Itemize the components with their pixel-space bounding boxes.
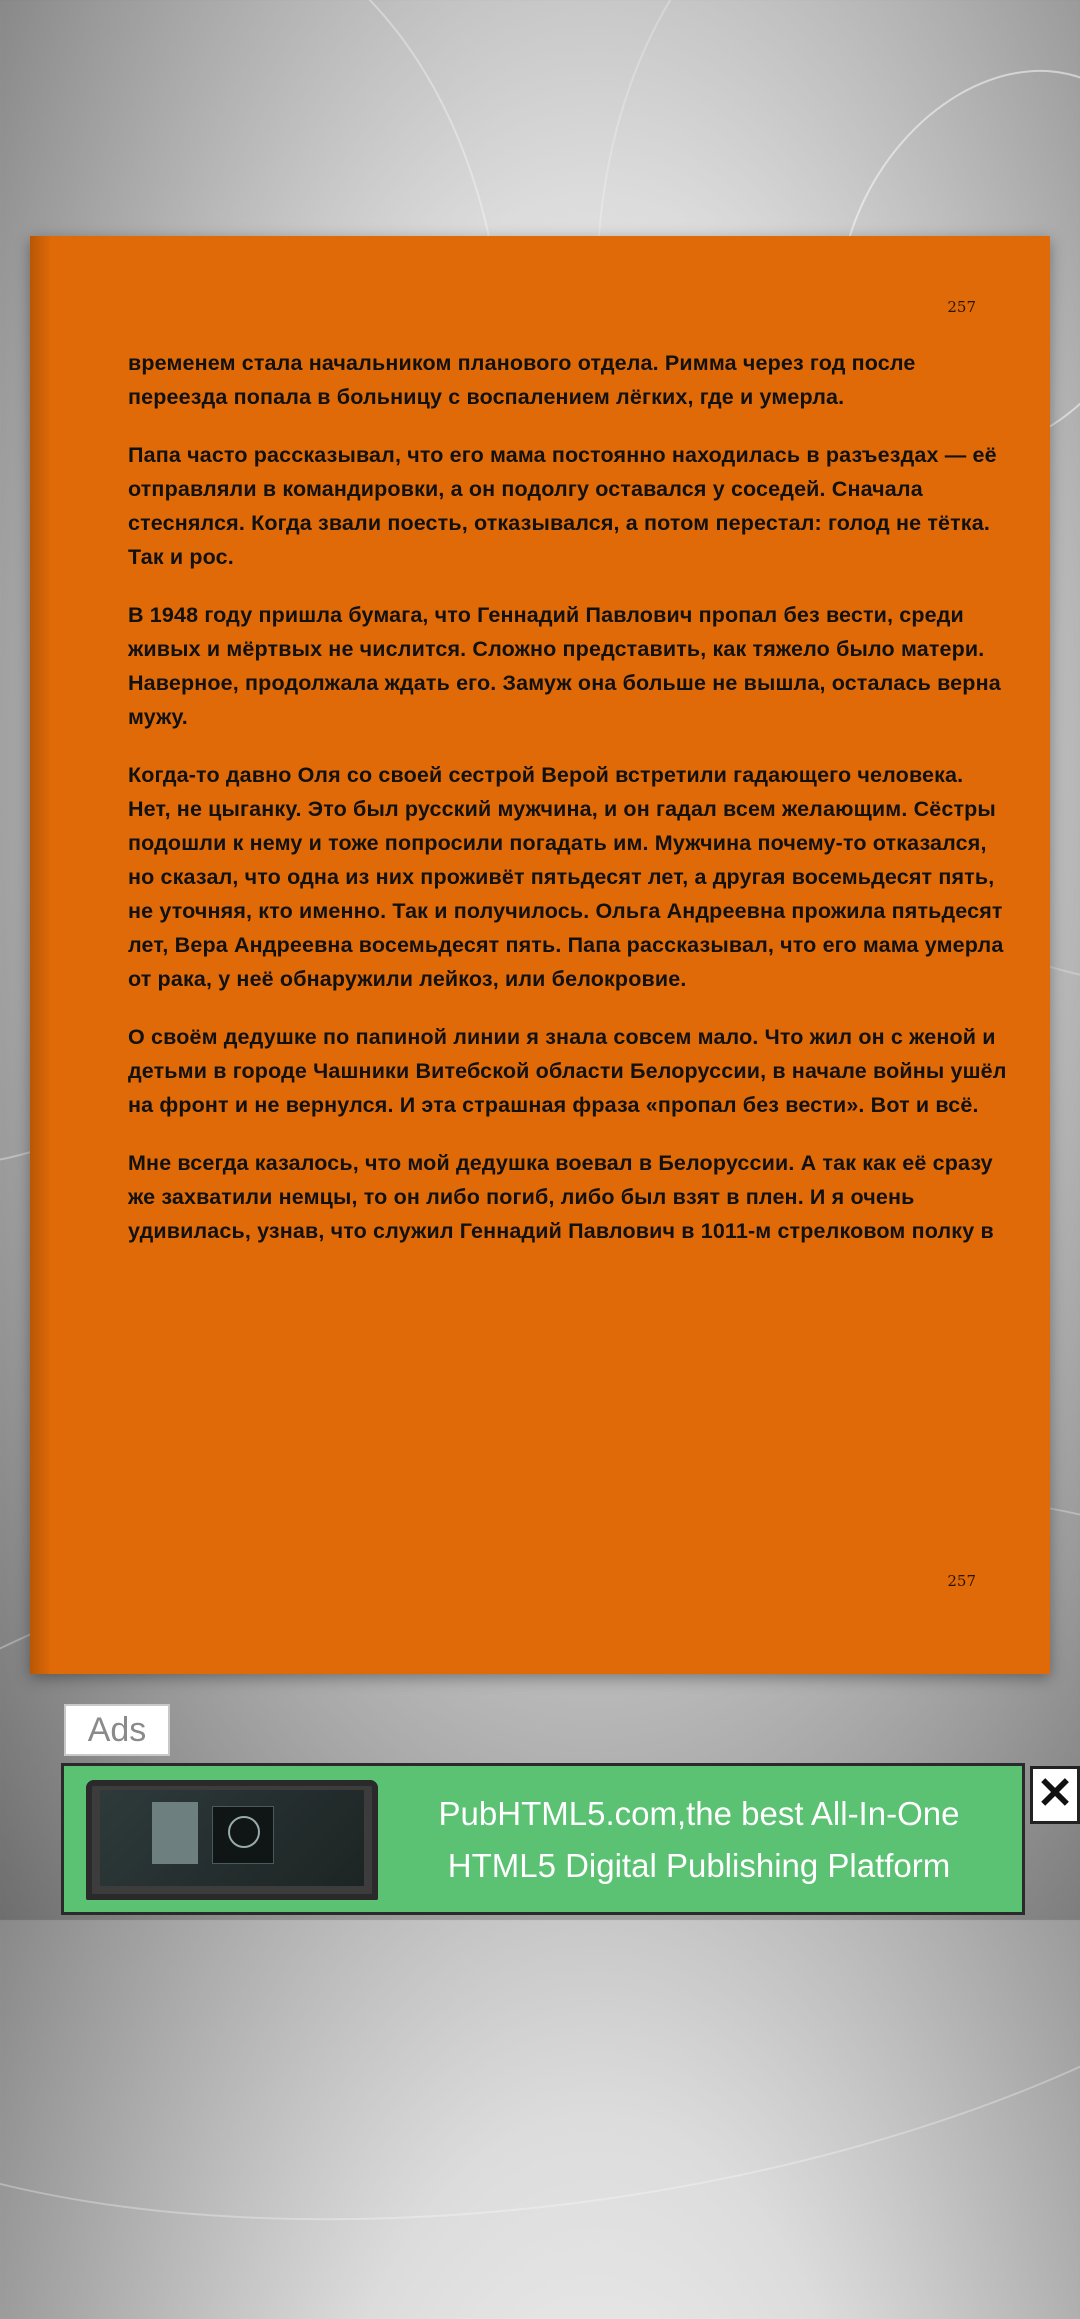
laptop-image <box>86 1780 378 1900</box>
paragraph: О своём дедушке по папиной линии я знала совсем мало. Что жил он с женой и детьми в городе Чашники Витебской области Белоруссии, в начале войны ушёл на фронт и не вернулся. И эта страшная фраза «пропал без вести». Вот и всё. <box>128 1025 1007 1117</box>
page-number-bottom: 257 <box>947 1572 976 1590</box>
page-spine-shadow <box>30 236 52 1674</box>
screen-emblem-icon <box>228 1816 260 1848</box>
ad-text <box>394 1788 1004 1892</box>
page-number-top: 257 <box>947 298 976 316</box>
ad-banner[interactable] <box>61 1763 1025 1915</box>
screen-thumbnail <box>152 1802 198 1864</box>
paragraph: Когда-то давно Оля со своей сестрой Верой встретили гадающего человека. Нет, не цыганку. Это был русский мужчина, и он гадал всем желающим. Сёстры подошли к нему и тоже попросили погадать им. Мужчина почему-то отказался, но сказал, что одна из них проживёт пятьдесят лет, а другая восемьдесят пять, не уточняя, кто именно. Так и получилось. Ольга Андреевна прожила пятьдесят лет, Вера Андреевна восемьдесят пять. Папа рассказывал, что его мама умерла от рака, у неё обнаружили лейкоз, или белокровие. <box>128 763 1004 991</box>
paragraph: Мне всегда казалось, что мой дедушка воевал в Белоруссии. А так как её сразу же захватили немцы, то он либо погиб, либо был взят в плен. И я очень удивилась, узнав, что служил Геннадий Павлович в 1011-м стрелковом полку в <box>128 1151 994 1243</box>
ad-close-button[interactable]: ✕ <box>1030 1766 1080 1824</box>
book-page[interactable] <box>30 236 1050 1674</box>
ad-text-line1: PubHTML5.com,the best All-In-One <box>438 1795 960 1832</box>
paragraph: временем стала начальником планового отдела. Римма через год после переезда попала в больницу с воспалением лёгких, где и умерла. <box>128 351 916 409</box>
ads-label: Ads <box>64 1704 170 1756</box>
paragraph: В 1948 году пришла бумага, что Геннадий Павлович пропал без вести, среди живых и мёртвых не числится. Сложно представить, как тяжело было матери. Наверное, продолжала ждать его. Замуж она больше не вышла, осталась верна мужу. <box>128 603 1001 729</box>
paragraph: Папа часто рассказывал, что его мама постоянно находилась в разъездах — её отправляли в командировки, а он подолгу оставался у соседей. Сначала стеснялся. Когда звали поесть, отказывался, а потом перестал: голод не тётка. Так и рос. <box>128 443 997 569</box>
page-text <box>128 346 1008 1272</box>
ad-text-line2: HTML5 Digital Publishing Platform <box>447 1847 951 1884</box>
